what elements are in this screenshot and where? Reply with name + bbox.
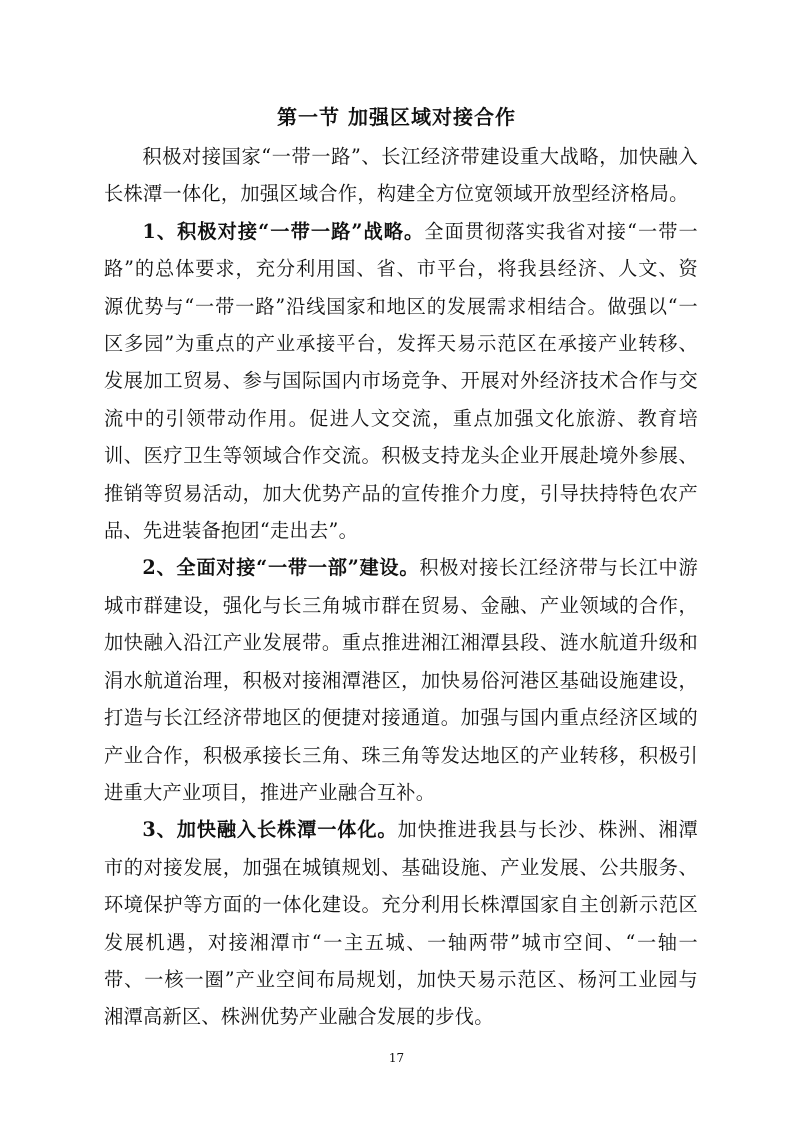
paragraph-text: 加快推进我县与长沙、株洲、湘潭市的对接发展，加强在城镇规划、基础设施、产业发展、公共服务、环境保护等方面的一体化建设。充分利用长株潭国家自主创新示范区发展机遇，对接湘潭市“一主五城、一轴两带”城市空间、“一轴一带、一核一圈”产业空间布局规划，加快天易示范区、杨河工业园与湘潭高新区、株洲优势产业融合发展的步伐。 [104, 818, 699, 1029]
paragraph-yangtze-belt [104, 549, 698, 811]
paragraph-text: 全面贯彻落实我省对接“一带一路”的总体要求，充分利用国、省、市平台，将我县经济、人文、资源优势与“一带一路”沿线国家和地区的发展需求相结合。做强以“一区多园”为重点的产业承接平台，发挥天易示范区在承接产业转移、发展加工贸易、参与国际国内市场竞争、开展对外经济技术合作与交流中的引领带动作用。促进人文交流，重点加强文化旅游、教育培训、医疗卫生等领域合作交流。积极支持龙头企业开展赴境外参展、推销等贸易活动，加大优势产品的宣传推介力度，引导扶持特色农产品、先进装备抱团“走出去”。 [104, 219, 698, 543]
paragraph-belt-and-road [104, 213, 698, 550]
paragraph-cztc-integration [104, 811, 698, 1035]
paragraph-intro [104, 138, 698, 213]
page-number: 17 [388, 1051, 405, 1065]
paragraph-text: 积极对接长江经济带与长江中游城市群建设，强化与长三角城市群在贸易、金融、产业领域的合作，加快融入沿江产业发展带。重点推进湘江湘潭县段、涟水航道升级和涓水航道治理，积极对接湘潭港区，加快易俗河港区基础设施建设，打造与长江经济带地区的便捷对接通道。加强与国内重点经济区域的产业合作，积极承接长三角、珠三角等发达地区的产业转移，积极引进重大产业项目，推进产业融合互补。 [104, 556, 698, 804]
body-text [104, 138, 698, 1036]
section-title: 第一节 加强区域对接合作 [277, 105, 516, 129]
paragraph-heading: 1、积极对接“一带一路”战略。 [142, 219, 425, 243]
paragraph-heading: 2、全面对接“一带一部”建设。 [142, 556, 420, 580]
paragraph-text: 积极对接国家“一带一路”、长江经济带建设重大战略，加快融入长株潭一体化，加强区域合作，构建全方位宽领域开放型经济格局。 [104, 145, 698, 206]
paragraph-heading: 3、加快融入长株潭一体化。 [142, 818, 398, 842]
